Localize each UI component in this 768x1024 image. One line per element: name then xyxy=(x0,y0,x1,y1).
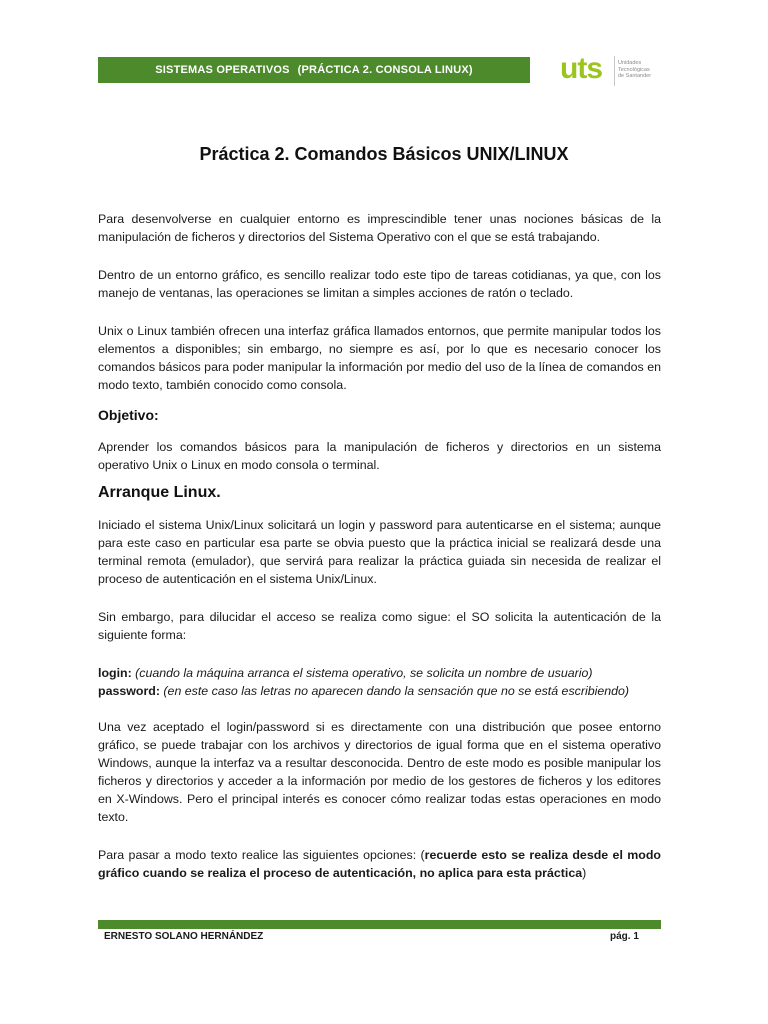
uts-logo xyxy=(560,50,670,92)
logo-line-2: Tecnológicas xyxy=(618,66,650,73)
startup-paragraph-4 xyxy=(98,846,661,882)
document-body xyxy=(98,210,661,882)
footer-author: ERNESTO SOLANO HERNÁNDEZ xyxy=(104,931,264,942)
login-note: (cuando la máquina arranca el sistema operativo, se solicita un nombre de usuario) xyxy=(135,666,593,680)
logo-mark: uts xyxy=(560,52,602,85)
password-note: (en este caso las letras no aparecen dando la sensación que no se está escribiendo) xyxy=(163,684,630,698)
header-practice: (PRÁCTICA 2. CONSOLA LINUX) xyxy=(297,64,473,76)
header-course: SISTEMAS OPERATIVOS xyxy=(155,64,290,76)
intro-paragraph-3: Unix o Linux también ofrecen una interfaz gráfica llamados entornos, que permite manipular todos los elementos a disponibles; sin embargo, no siempre es así, por lo que es necesario conocer los comandos básicos para poder manipular la información por medio del uso de la línea de comandos en modo texto, también conocido como consola. xyxy=(98,324,661,392)
logo-text xyxy=(618,60,668,80)
objective-text: Aprender los comandos básicos para la manipulación de ficheros y directorios en un sistema operativo Unix o Linux en modo consola o terminal. xyxy=(98,440,661,472)
credentials-block xyxy=(98,664,661,700)
objective-heading: Objetivo: xyxy=(98,407,159,423)
p4-start: Para pasar a modo texto realice las siguientes opciones: ( xyxy=(98,848,425,862)
startup-heading: Arranque Linux. xyxy=(98,484,221,501)
header-bar xyxy=(98,57,530,83)
p4-end: ) xyxy=(582,866,587,880)
login-line xyxy=(98,664,661,682)
footer-page-number: pág. 1 xyxy=(610,931,639,942)
page-title: Práctica 2. Comandos Básicos UNIX/LINUX xyxy=(199,144,569,164)
password-label: password: xyxy=(98,684,160,698)
footer-bar xyxy=(98,920,661,929)
startup-paragraph-2: Sin embargo, para dilucidar el acceso se realiza como sigue: el SO solicita la autenticación de la siguiente forma: xyxy=(98,610,661,642)
logo-line-3: de Santander xyxy=(618,73,652,79)
logo-line-1: Unidades xyxy=(618,60,642,66)
startup-paragraph-1: Iniciado el sistema Unix/Linux solicitará un login y password para autenticarse en el sistema; aunque para este caso en particular esa parte se obvia puesto que la práctica inicial se realizará desde una terminal remota (emulador), que servirá para realizar la práctica guiada sin necesida de realizar el proceso de autenticación en el sistema Unix/Linux. xyxy=(98,518,661,586)
intro-paragraph-2: Dentro de un entorno gráfico, es sencillo realizar todo este tipo de tareas cotidianas, ya que, con los manejo de ventanas, las operaciones se limitan a simples acciones de ratón o teclado. xyxy=(98,268,661,300)
logo-divider xyxy=(614,56,615,86)
p4-bold-note: recuerde esto se realiza desde el modo gráfico cuando se realiza el proceso de autenticación, no aplica para esta práctica xyxy=(98,848,661,880)
password-line xyxy=(98,682,661,700)
startup-paragraph-3: Una vez aceptado el login/password si es directamente con una distribución que posee entorno gráfico, se puede trabajar con los archivos y directorios de igual forma que en el sistema operativo Windows, aunque la interfaz va a resultar desconocida. Dentro de este modo es posible manipular los ficheros y directorios y acceder a la información por medio de los gestores de ficheros y los editores en X-Windows. Pero el principal interés es conocer cómo realizar todas estas operaciones en modo texto. xyxy=(98,720,661,824)
login-label: login: xyxy=(98,666,132,680)
intro-paragraph-1: Para desenvolverse en cualquier entorno es imprescindible tener unas nociones básicas de la manipulación de ficheros y directorios del Sistema Operativo con el que se está trabajando. xyxy=(98,212,661,244)
